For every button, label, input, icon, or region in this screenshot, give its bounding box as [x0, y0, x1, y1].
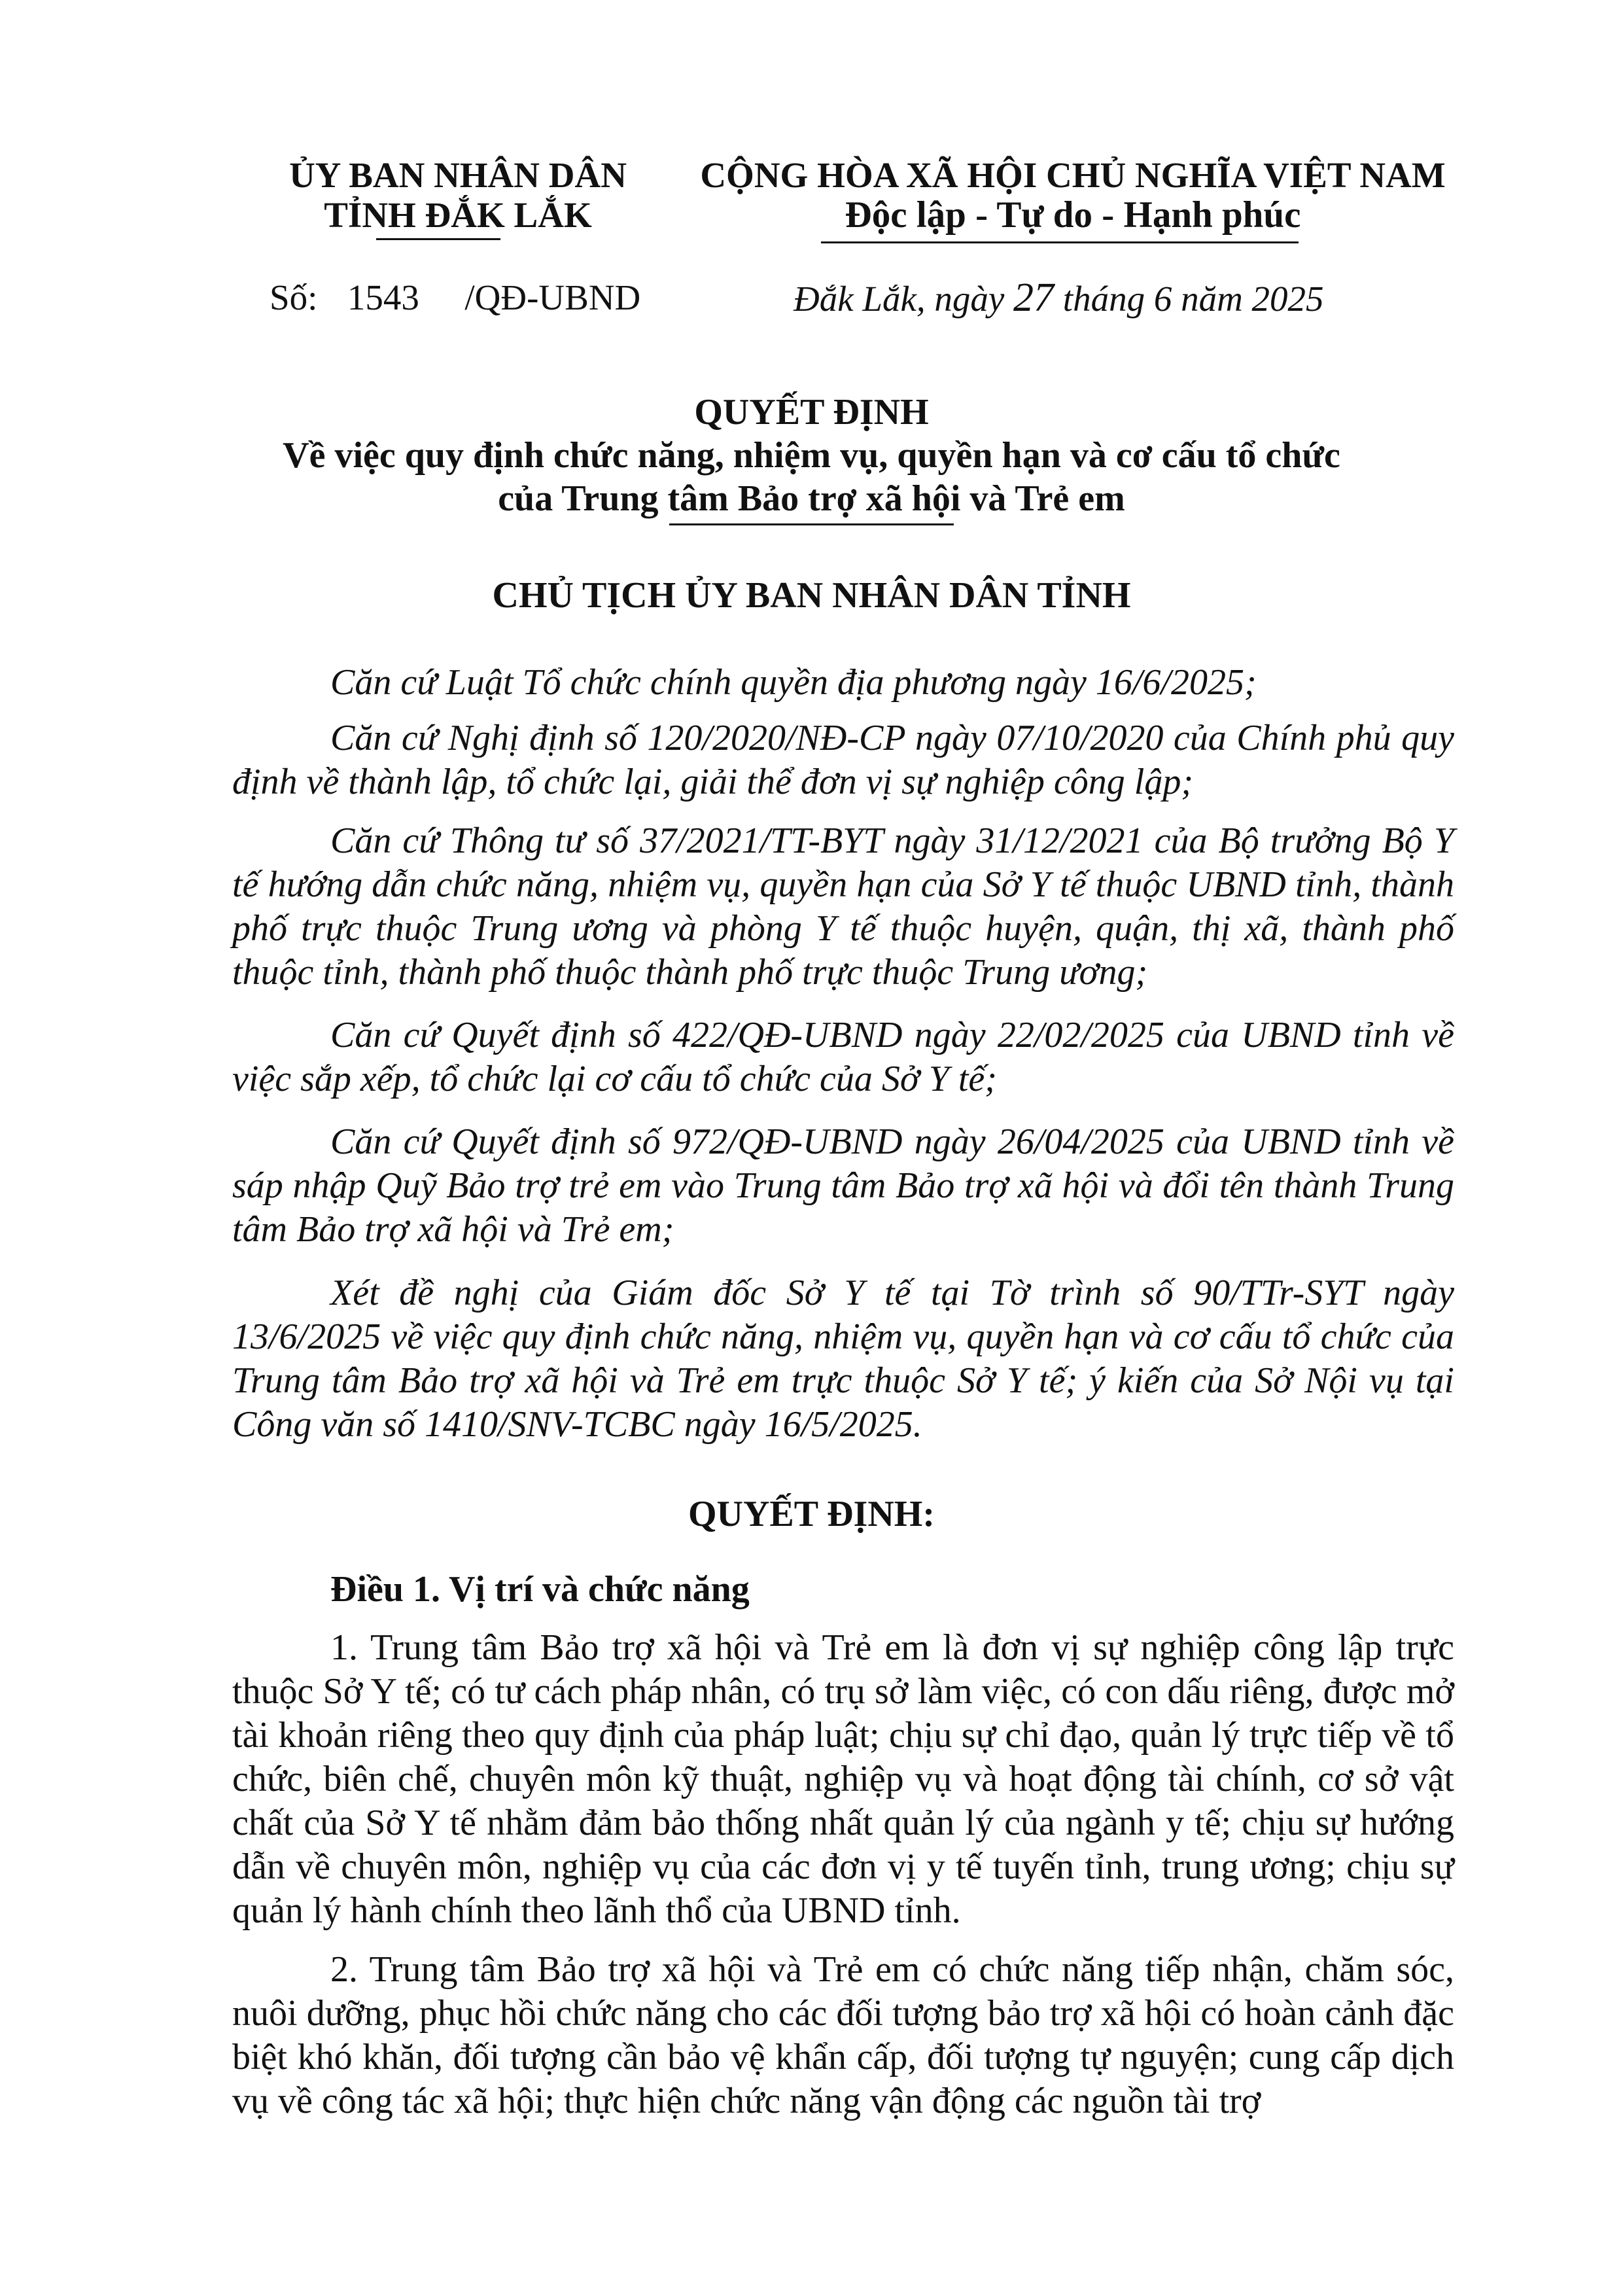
article-1-clause: 1. Trung tâm Bảo trợ xã hội và Trẻ em là đơn vị sự nghiệp công lập trực thuộc Sở Y tế; có tư cách pháp nhân, có trụ sở làm việc, có con dấu riêng, được mở tài khoản riêng theo quy định của pháp luật; chịu sự chỉ đạo, quản lý trực tiếp về tổ chức, biên chế, chuyên môn kỹ thuật, nghiệp vụ và hoạt động tài chính, cơ sở vật chất của Sở Y tế nhằm đảm bảo thống nhất quản lý của ngành y tế; chịu sự hướng dẫn về chuyên môn, nghiệp vụ của các đơn vị y tế tuyến tỉnh, trung ương; chịu sự quản lý hành chính theo lãnh thổ của UBND tỉnh. [232, 1627, 1454, 1931]
preamble-item: Căn cứ Quyết định số 422/QĐ-UBND ngày 22/02/2025 của UBND tỉnh về việc sắp xếp, tổ chức lại cơ cấu tổ chức của Sở Y tế; [232, 1015, 1454, 1099]
issuing-authority-line1: ỦY BAN NHÂN DÂN [289, 155, 627, 195]
document-number-suffix: /QĐ-UBND [464, 277, 641, 317]
preamble-item: Căn cứ Luật Tổ chức chính quyền địa phương ngày 16/6/2025; [330, 662, 1257, 703]
article-1-title: Điều 1. Vị trí và chức năng [330, 1569, 750, 1610]
preamble-item: Căn cứ Thông tư số 37/2021/TT-BYT ngày 31/12/2021 của Bộ trưởng Bộ Y tế hướng dẫn chức năng, nhiệm vụ, quyền hạn của Sở Y tế thuộc UBND tỉnh, thành phố trực thuộc Trung ương và phòng Y tế thuộc huyện, quận, thị xã, thành phố thuộc tỉnh, thành phố thuộc thành phố trực thuộc Trung ương; [232, 821, 1454, 993]
document-number [270, 276, 640, 319]
national-title: CỘNG HÒA XÃ HỘI CHỦ NGHĨA VIỆT NAM [700, 155, 1446, 195]
signing-authority: CHỦ TỊCH ỦY BAN NHÂN DÂN TỈNH [492, 575, 1131, 616]
national-motto: Độc lập - Tự do - Hạnh phúc [845, 194, 1301, 236]
document-title: QUYẾT ĐỊNH [694, 392, 929, 433]
preamble-item: Căn cứ Nghị định số 120/2020/NĐ-CP ngày 07/10/2020 của Chính phủ quy định về thành lập, tổ chức lại, giải thể đơn vị sự nghiệp công lập; [232, 718, 1454, 802]
decision-heading: QUYẾT ĐỊNH: [688, 1494, 935, 1534]
document-number-value: 1543 [347, 277, 419, 317]
preamble-item: Căn cứ Quyết định số 972/QĐ-UBND ngày 26/04/2025 của UBND tỉnh về sáp nhập Quỹ Bảo trợ trẻ em vào Trung tâm Bảo trợ xã hội và đổi tên thành Trung tâm Bảo trợ xã hội và Trẻ em; [232, 1122, 1454, 1250]
document-subject-line2: của Trung tâm Bảo trợ xã hội và Trẻ em [498, 478, 1125, 519]
document-subject-line1: Về việc quy định chức năng, nhiệm vụ, quyền hạn và cơ cấu tổ chức [283, 435, 1340, 476]
place-date [794, 276, 1324, 321]
place-date-day: 27 [1013, 275, 1055, 320]
right-header-underline [821, 241, 1299, 243]
place-date-prefix: Đắk Lắk, ngày [794, 279, 1005, 319]
subject-underline [669, 523, 954, 525]
document-number-prefix: Số: [270, 277, 318, 317]
left-header-underline [376, 238, 500, 240]
place-date-suffix: tháng 6 năm 2025 [1062, 279, 1324, 319]
preamble-item: Xét đề nghị của Giám đốc Sở Y tế tại Tờ trình số 90/TTr-SYT ngày 13/6/2025 về việc quy định chức năng, nhiệm vụ, quyền hạn và cơ cấu tổ chức của Trung tâm Bảo trợ xã hội và Trẻ em trực thuộc Sở Y tế; ý kiến của Sở Nội vụ tại Công văn số 1410/SNV-TCBC ngày 16/5/2025. [232, 1273, 1454, 1445]
article-1-clause: 2. Trung tâm Bảo trợ xã hội và Trẻ em có chức năng tiếp nhận, chăm sóc, nuôi dưỡng, phục hồi chức năng cho các đối tượng bảo trợ xã hội có hoàn cảnh đặc biệt khó khăn, đối tượng cần bảo vệ khẩn cấp, đối tượng tự nguyện; cung cấp dịch vụ về công tác xã hội; thực hiện chức năng vận động các nguồn tài trợ [232, 1949, 1454, 2121]
issuing-authority-line2: TỈNH ĐẮK LẮK [324, 195, 592, 235]
